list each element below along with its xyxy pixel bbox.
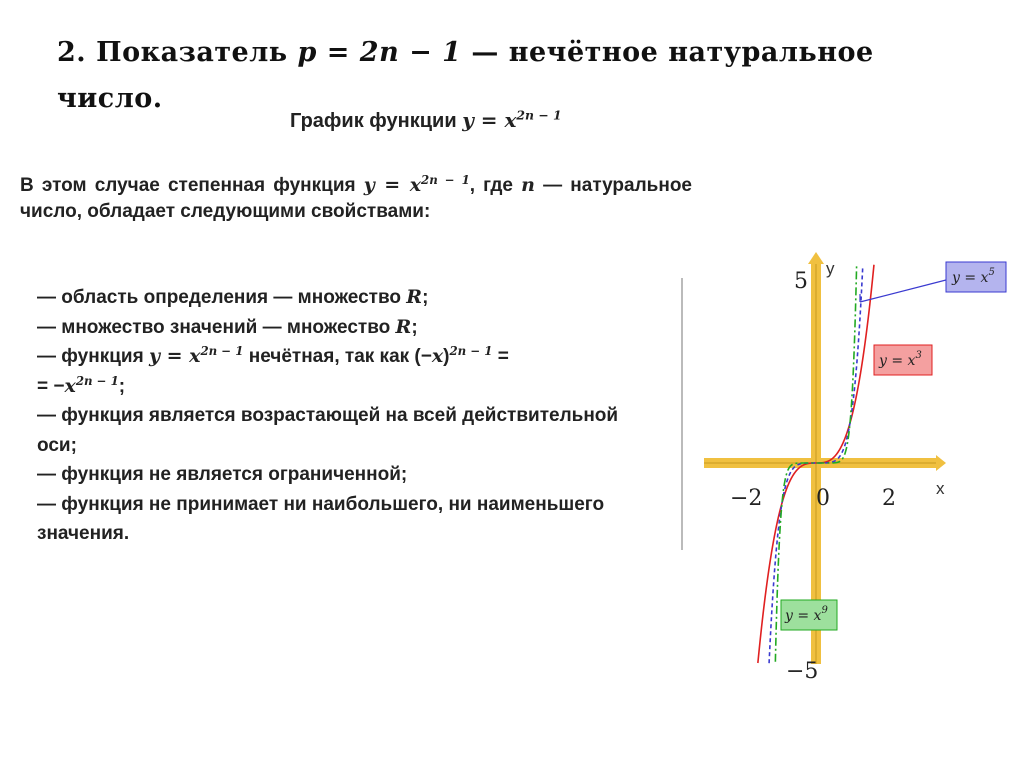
property-text: — область определения — множество	[37, 287, 402, 308]
punct: ;	[422, 287, 429, 308]
exponent: 2n − 1	[449, 343, 493, 358]
heading-line-1	[57, 30, 997, 76]
property-odd	[37, 342, 657, 372]
property-text: — множество значений — множество	[37, 316, 391, 338]
y-axis-label: y	[826, 259, 835, 278]
tick-x-zero: 0	[816, 486, 830, 511]
x-axis-arrow	[936, 455, 946, 471]
subtitle-formula: y = x	[462, 108, 517, 132]
svg-text:y = x3: $y = x^3$	[879, 350, 922, 369]
label-x9	[781, 600, 837, 630]
properties-list	[37, 283, 657, 549]
tick-x-pos: 2	[882, 486, 896, 511]
paren: )	[443, 346, 450, 367]
property-unbounded: — функция не является ограниченной;	[37, 464, 408, 485]
equals: =	[497, 346, 509, 367]
property-text: — функция	[37, 346, 144, 367]
exponent: 2n − 1	[200, 343, 244, 358]
heading-number: 2.	[57, 37, 87, 68]
property-odd-cont	[37, 372, 657, 402]
power-functions-graph	[690, 250, 1010, 690]
heading-rest: — нечётное натуральное	[471, 37, 874, 68]
var-x: x	[431, 345, 444, 367]
punct: ;	[118, 375, 126, 397]
property-text: нечётная, так как (−	[248, 346, 432, 367]
graph-subtitle	[290, 108, 562, 133]
property-no-extremum: — функция не принимает ни наибольшего, ни наименьшего значения.	[37, 493, 605, 544]
tick-x-neg: −2	[730, 486, 763, 511]
tick-y-bottom: −5	[786, 659, 819, 684]
intro-part-3: — натуральное число, обладает следующими свойствами:	[20, 175, 692, 222]
label-x5	[946, 262, 1006, 292]
heading-formula: p = 2n − 1	[297, 37, 462, 68]
intro-part-2: , где	[469, 175, 513, 196]
subtitle-text: График функции	[290, 110, 457, 132]
property-domain	[37, 283, 657, 313]
intro-n: n	[521, 174, 535, 196]
intro-exponent: 2n − 1	[421, 172, 470, 187]
subtitle-exponent: 2n − 1	[516, 107, 562, 123]
property-range	[37, 313, 657, 343]
formula: y = x	[148, 345, 201, 367]
var-x: x	[64, 374, 76, 397]
exponent: 2n − 1	[75, 373, 119, 388]
set-r: R	[395, 315, 412, 338]
label-x3	[874, 345, 932, 375]
intro-part-1: В этом случае степенная функция	[20, 175, 356, 196]
intro-paragraph	[20, 172, 692, 225]
heading-word: Показатель	[96, 37, 288, 68]
intro-formula: y = x	[363, 174, 422, 196]
equals-minus: = −	[37, 375, 65, 397]
tick-y-top: 5	[794, 269, 808, 294]
svg-text:y = x9: $y = x^9$	[785, 605, 828, 624]
divider-line	[681, 278, 683, 550]
svg-text:y = x5: $y = x^5$	[952, 267, 995, 286]
set-r: R	[406, 286, 423, 308]
property-increasing: — функция является возрастающей на всей действительной оси;	[37, 405, 619, 456]
punct: ;	[411, 316, 418, 338]
x-axis-label: x	[936, 479, 945, 498]
y-axis-arrow	[808, 252, 824, 264]
heading-line-2: число.	[57, 83, 163, 114]
